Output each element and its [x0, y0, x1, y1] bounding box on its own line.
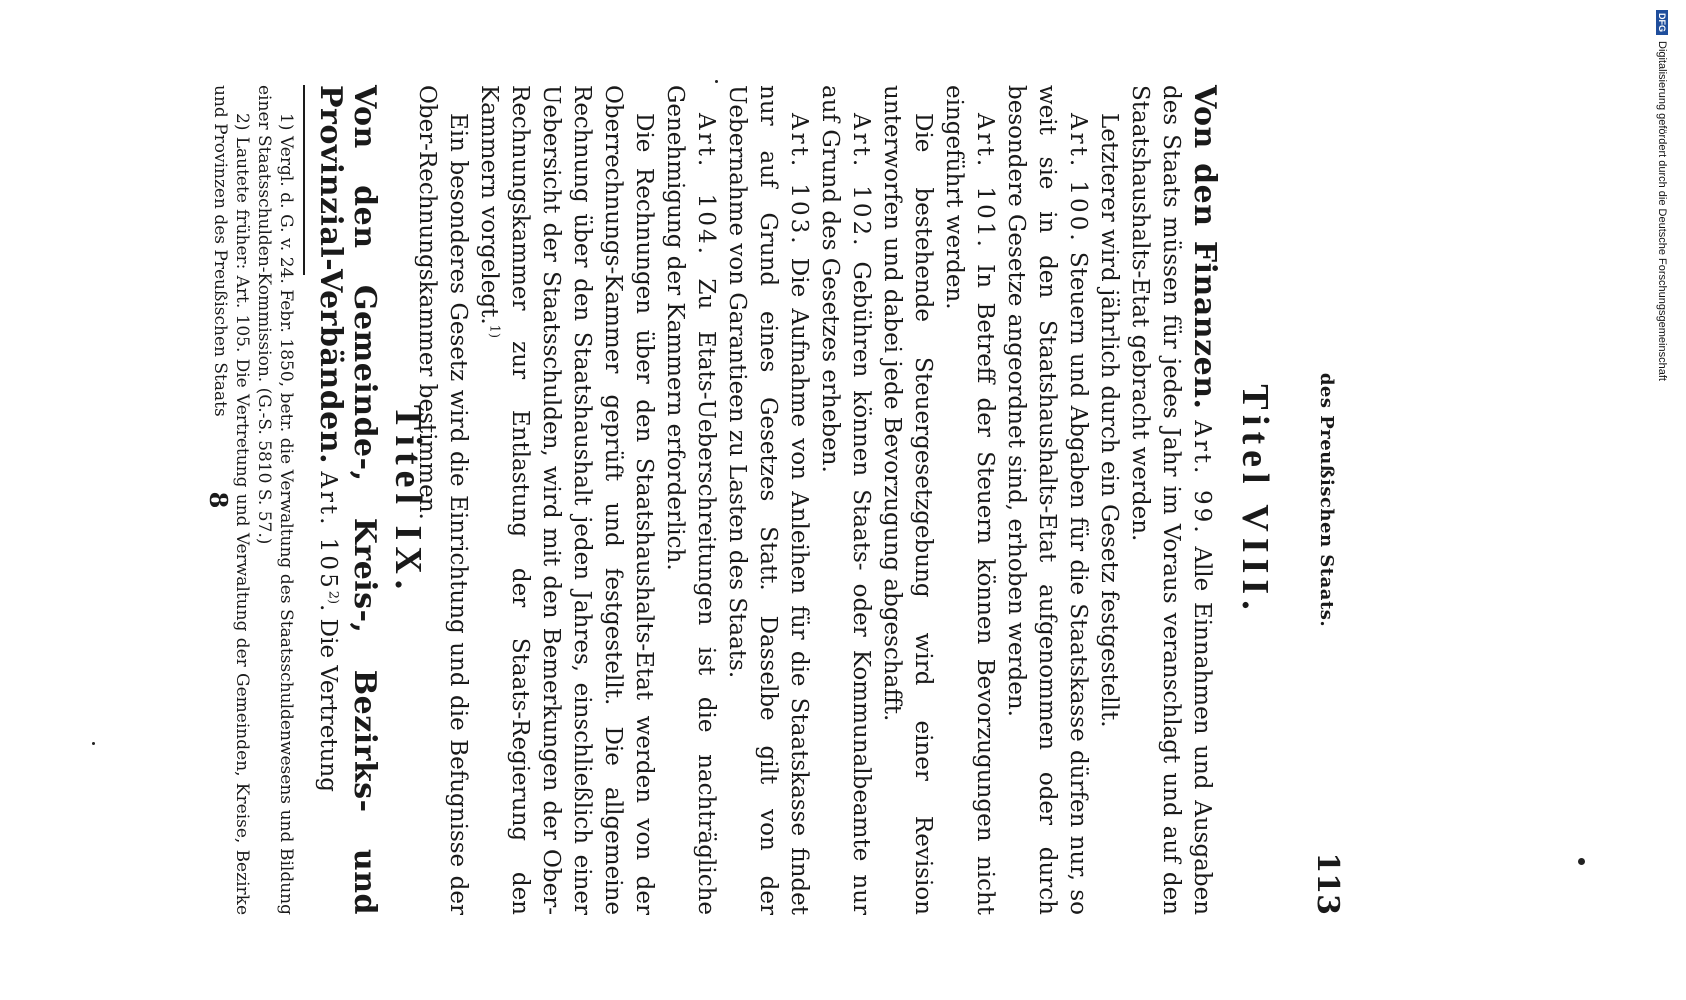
- running-head: [1305, 85, 1345, 915]
- paragraph-text: Die Vertretung: [315, 618, 341, 792]
- article-label: Art. 102.: [848, 113, 874, 249]
- footnote: [253, 85, 297, 915]
- article-label: Art. 99.: [1189, 420, 1215, 536]
- article-label: Art. 105: [315, 471, 341, 591]
- paragraph: [876, 85, 938, 915]
- footnote-text: Vergl. d. G. v. 24. Febr. 1850, betr. die Verwaltung des Staatsschuldenwesens und Bildung einer Staatsschulden-Kommission. (G.-S. 5810 S. 57.): [254, 85, 296, 915]
- paragraph: [1093, 85, 1124, 915]
- scan-speck: [715, 80, 718, 83]
- title-viii-heading: Titel VIII.: [1234, 384, 1276, 616]
- signature-mark: 8: [204, 491, 233, 509]
- title-viii-body: [411, 85, 1220, 915]
- paragraph-art-105: Von den Gemeinde-, Kreis-, Bezirks- und Provinzial-Verbänden. Art. 105$^{2)}$. Die Vertretung: [313, 85, 382, 915]
- paragraph-art-101: [938, 85, 1000, 915]
- title-ix-heading: Titel IX.: [387, 404, 429, 596]
- paragraph-art-104: [659, 85, 721, 915]
- footnote-text: Lautete früher: Art. 105. Die Vertretung und Verwaltung der Gemeinden, Kreise, Bezirke und Provinzen des Preußischen Staats: [210, 85, 252, 916]
- article-label: Art. 103.: [786, 113, 812, 247]
- page-number: 113: [1310, 852, 1345, 915]
- section-subhead-finanzen: Von den Finanzen.: [1187, 85, 1222, 410]
- footnote-mark: 1): [276, 113, 296, 131]
- footnote-mark: 2): [232, 113, 252, 131]
- article-label: Art. 101.: [972, 113, 998, 250]
- credit-text: Digitalisierung gefördert durch die Deutsche Forschungsgemeinschaft: [1656, 41, 1668, 381]
- paragraph-text: Die bestehende Steuergesetzgebung wird einer Revision unterworfen und dabei jede Bevorzugung abgeschafft.: [879, 85, 936, 915]
- paragraph-text: Steuern und Abgaben für die Staatskasse dürfen nur, so weit sie in den Staatshaushalts-Etat aufgenommen oder durch besondere Gesetze angeordnet sind, erhoben werden.: [1003, 85, 1091, 915]
- article-label: Art. 104.: [693, 113, 719, 257]
- paragraph-text: In Betreff der Steuern können Bevorzugungen nicht eingeführt werden.: [941, 85, 998, 916]
- footnote-ref: 2): [325, 590, 341, 605]
- title-ix-body: [312, 85, 380, 915]
- dfg-logo: DFG: [1656, 10, 1668, 35]
- paragraph-art-99: [1124, 85, 1220, 915]
- section-subhead-verbaende: Von den Gemeinde-, Kreis-, Bezirks- und Provinzial-Verbänden.: [313, 85, 382, 915]
- running-title: des Preußischen Staats.: [1316, 372, 1337, 628]
- paragraph-art-103: [721, 85, 814, 915]
- footnote-divider: [303, 85, 305, 275]
- paragraph-text: Zu Etats-Ueberschreitungen ist die nachträgliche Genehmigung der Kammern erforderlich.: [662, 85, 719, 915]
- paragraph-text: Gebühren können Staats- oder Kommunalbeamte nur auf Grund des Gesetzes erheben.: [817, 85, 874, 916]
- paragraph-text: Letzterer wird jährlich durch ein Gesetz festgestellt.: [1096, 113, 1122, 728]
- paragraph-text: Die Rechnungen über den Staatshaushalts-Etat werden von der Oberrechnungs-Kammer geprüft und festgestellt. Die allgemeine Rechnung über den Staatshaushalt jeden Jahres, einschließlich einer Uebersicht der Staatsschulden, wird mit den Bemerkungen der Ober-Rechnungskammer zur Entlastung der Staats-Regierung den Kammern vorgelegt.: [476, 85, 657, 915]
- document-page: [204, 85, 1345, 916]
- scan-speck: [1578, 858, 1585, 865]
- paragraph-text: Alle Einnahmen und Ausgaben des Staats müssen für jedes Jahr im Voraus veranschlagt und auf den Staatshaushalts-Etat gebracht werden.: [1127, 85, 1215, 916]
- paragraph-text: Ein besonderes Gesetz wird die Einrichtung und die Befugnisse der Ober-Rechnungskammer bestimmen.: [414, 85, 471, 915]
- scan-speck: [92, 742, 95, 745]
- article-label: Art. 100.: [1065, 113, 1091, 244]
- paragraph-art-102: [814, 85, 876, 915]
- paragraph: [473, 85, 659, 915]
- paragraph-text: Die Aufnahme von Anleihen für die Staatskasse findet nur auf Grund eines Gesetzes Statt. Dasselbe gilt von der Uebernahme von Garantieen zu Lasten des Staats.: [724, 85, 812, 915]
- digitization-credit: [1656, 10, 1668, 960]
- paragraph-art-100: [1000, 85, 1093, 915]
- footnote-ref: 1): [486, 324, 502, 339]
